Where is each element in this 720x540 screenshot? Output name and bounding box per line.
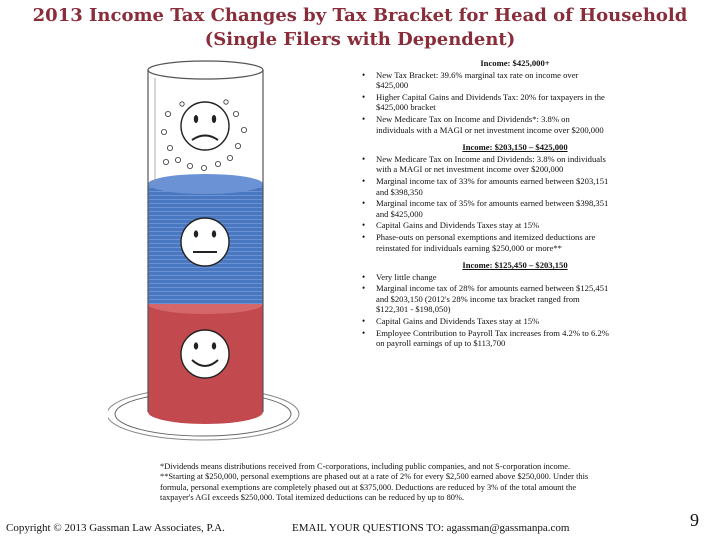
list-item: • Higher Capital Gains and Dividends Tax: 20% for taxpayers in the $425,000 bracket bbox=[360, 92, 610, 113]
happy-face-icon bbox=[181, 330, 229, 378]
section-heading: Income: $425,000+ bbox=[480, 58, 550, 68]
list-item: • Marginal income tax of 33% for amounts earned between $203,151 and $398,350 bbox=[360, 176, 610, 197]
slide-title bbox=[0, 4, 720, 52]
bracket-descriptions bbox=[360, 58, 610, 356]
section-heading: Income: $203,150 – $425,000 bbox=[462, 142, 568, 153]
sad-face-icon bbox=[181, 102, 229, 150]
list-item: • Capital Gains and Dividends Taxes stay at 15% bbox=[360, 220, 610, 231]
list-item: • Capital Gains and Dividends Taxes stay at 15% bbox=[360, 316, 610, 327]
list-item: • New Medicare Tax on Income and Dividends*: 3.8% on individuals with a MAGI or net investment income over $200,000 bbox=[360, 114, 610, 135]
section-middle-bracket bbox=[360, 142, 610, 253]
copyright-text: Copyright © 2013 Gassman Law Associates, P.A. bbox=[6, 522, 225, 534]
email-contact: EMAIL YOUR QUESTIONS TO: agassman@gassmanpa.com bbox=[292, 522, 570, 534]
tax-cylinder-graphic bbox=[108, 52, 318, 452]
list-item: • Marginal income tax of 35% for amounts earned between $398,351 and $425,000 bbox=[360, 198, 610, 219]
neutral-face-icon bbox=[181, 218, 229, 266]
title-line-1: 2013 Income Tax Changes by Tax Bracket for Head of Household bbox=[32, 5, 688, 26]
footnote-dividends: *Dividends means distributions received from C-corporations, including public companies, and not S-corporation income. bbox=[160, 462, 571, 471]
list-item: • Phase-outs on personal exemptions and itemized deductions are reinstated for individuals earning $250,000 or more** bbox=[360, 232, 610, 253]
footnotes bbox=[160, 462, 600, 504]
section-heading: Income: $125,450 – $203,150 bbox=[462, 260, 568, 271]
list-item: • New Tax Bracket: 39.6% marginal tax rate on income over $425,000 bbox=[360, 70, 610, 91]
list-item: • Marginal income tax of 28% for amounts earned between $125,451 and $203,150 (2012's 28% income tax bracket ranged from $122,301 - $198,050) bbox=[360, 283, 610, 315]
list-item: • Employee Contribution to Payroll Tax increases from 4.2% to 6.2% on payroll earnings of up to $113,700 bbox=[360, 328, 610, 349]
footnote-phaseout: **Starting at $250,000, personal exemptions are phased out at a rate of 2% for every $2,500 earned above $250,000. Under this formula, personal exemptions are completely phased out at $375,000. Deductions are reduced by 3% of the total amount the taxpayer's AGI exceeds $250,000. Total itemized deductions can be reduced by up to 80%. bbox=[160, 472, 589, 503]
page-number: 9 bbox=[690, 510, 699, 530]
list-item: • Very little change bbox=[360, 272, 610, 283]
list-item: • New Medicare Tax on Income and Dividends: 3.8% on individuals with a MAGI or net investment income over $200,000 bbox=[360, 154, 610, 175]
section-top-bracket bbox=[360, 58, 610, 135]
title-line-2: (Single Filers with Dependent) bbox=[204, 29, 516, 50]
section-lower-bracket bbox=[360, 260, 610, 349]
